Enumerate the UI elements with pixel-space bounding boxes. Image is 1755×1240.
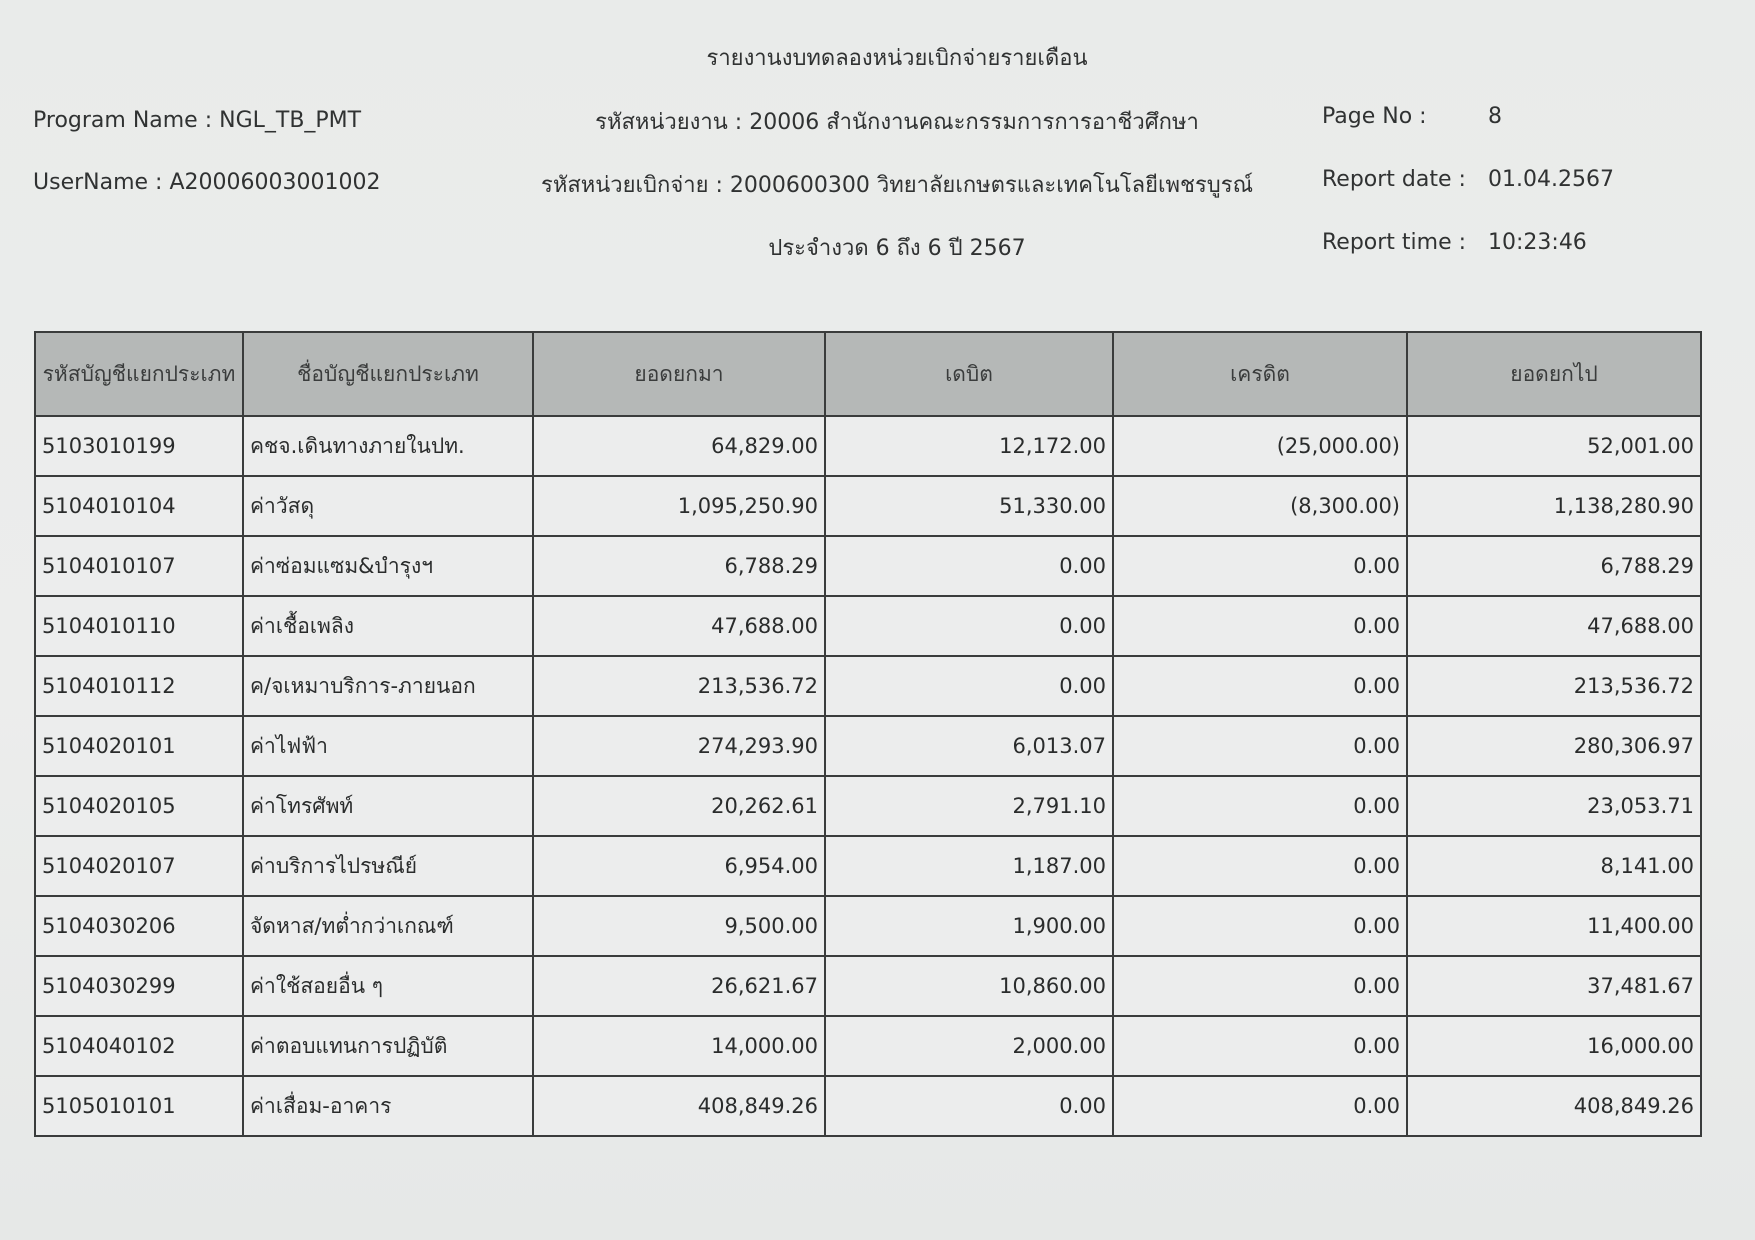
report-time-value: 10:23:46 (1488, 230, 1587, 255)
table-row (35, 776, 1701, 836)
opening-balance-cell: 47,688.00 (533, 596, 825, 656)
credit-cell: 0.00 (1113, 656, 1407, 716)
column-header-credit: เครดิต (1113, 332, 1407, 416)
closing-balance-cell: 6,788.29 (1407, 536, 1701, 596)
table-row (35, 836, 1701, 896)
credit-cell: 0.00 (1113, 716, 1407, 776)
closing-balance-cell: 52,001.00 (1407, 416, 1701, 476)
account-code-cell: 5104010112 (35, 656, 243, 716)
opening-balance-cell: 1,095,250.90 (533, 476, 825, 536)
column-header-account-code: รหัสบัญชีแยกประเภท (35, 332, 243, 416)
page-no-value: 8 (1488, 104, 1502, 129)
header-row (35, 332, 1701, 416)
closing-balance-cell: 408,849.26 (1407, 1076, 1701, 1136)
account-name-cell: จัดหาส/ทต่ำกว่าเกณฑ์ (243, 896, 533, 956)
column-header-account-name: ชื่อบัญชีแยกประเภท (243, 332, 533, 416)
report-time-label: Report time : (1322, 230, 1467, 255)
credit-cell: 0.00 (1113, 536, 1407, 596)
closing-balance-cell: 37,481.67 (1407, 956, 1701, 1016)
credit-cell: (8,300.00) (1113, 476, 1407, 536)
account-code-cell: 5104020101 (35, 716, 243, 776)
closing-balance-cell: 11,400.00 (1407, 896, 1701, 956)
account-code-cell: 5103010199 (35, 416, 243, 476)
closing-balance-cell: 16,000.00 (1407, 1016, 1701, 1076)
account-name-cell: ค/จเหมาบริการ-ภายนอก (243, 656, 533, 716)
account-code-cell: 5104010110 (35, 596, 243, 656)
account-code-cell: 5104010104 (35, 476, 243, 536)
account-name-cell: คชจ.เดินทางภายในปท. (243, 416, 533, 476)
account-name-cell: ค่าวัสดุ (243, 476, 533, 536)
credit-cell: 0.00 (1113, 776, 1407, 836)
credit-cell: 0.00 (1113, 956, 1407, 1016)
table-row (35, 716, 1701, 776)
credit-cell: 0.00 (1113, 1076, 1407, 1136)
table-row (35, 536, 1701, 596)
opening-balance-cell: 26,621.67 (533, 956, 825, 1016)
closing-balance-cell: 1,138,280.90 (1407, 476, 1701, 536)
column-header-closing-balance: ยอดยกไป (1407, 332, 1701, 416)
report-date-label: Report date : (1322, 167, 1466, 192)
account-name-cell: ค่าโทรศัพท์ (243, 776, 533, 836)
table-row (35, 1076, 1701, 1136)
account-code-cell: 5104030206 (35, 896, 243, 956)
debit-cell: 1,187.00 (825, 836, 1113, 896)
account-name-cell: ค่าบริการไปรษณีย์ (243, 836, 533, 896)
opening-balance-cell: 20,262.61 (533, 776, 825, 836)
table-body (35, 416, 1701, 1136)
table-header (35, 332, 1701, 416)
credit-cell: 0.00 (1113, 596, 1407, 656)
table-row (35, 896, 1701, 956)
opening-balance-cell: 274,293.90 (533, 716, 825, 776)
debit-cell: 51,330.00 (825, 476, 1113, 536)
account-name-cell: ค่าใช้สอยอื่น ๆ (243, 956, 533, 1016)
debit-cell: 10,860.00 (825, 956, 1113, 1016)
credit-cell: 0.00 (1113, 896, 1407, 956)
opening-balance-cell: 9,500.00 (533, 896, 825, 956)
table-row (35, 596, 1701, 656)
account-code-cell: 5104030299 (35, 956, 243, 1016)
account-name-cell: ค่าเชื้อเพลิง (243, 596, 533, 656)
table-row (35, 656, 1701, 716)
debit-cell: 2,791.10 (825, 776, 1113, 836)
table-row (35, 416, 1701, 476)
account-name-cell: ค่าซ่อมแซม&บำรุงฯ (243, 536, 533, 596)
trial-balance-table (34, 331, 1702, 1137)
table-row (35, 956, 1701, 1016)
table-row (35, 476, 1701, 536)
username: UserName : A20006003001002 (33, 170, 381, 195)
program-name: Program Name : NGL_TB_PMT (33, 108, 362, 133)
closing-balance-cell: 23,053.71 (1407, 776, 1701, 836)
report-date-value: 01.04.2567 (1488, 167, 1614, 192)
credit-cell: 0.00 (1113, 836, 1407, 896)
account-code-cell: 5104020107 (35, 836, 243, 896)
account-code-cell: 5105010101 (35, 1076, 243, 1136)
opening-balance-cell: 408,849.26 (533, 1076, 825, 1136)
account-name-cell: ค่าไฟฟ้า (243, 716, 533, 776)
opening-balance-cell: 213,536.72 (533, 656, 825, 716)
page-no-label: Page No : (1322, 104, 1427, 129)
account-code-cell: 5104020105 (35, 776, 243, 836)
agency-code-line: รหัสหน่วยงาน : 20006 สำนักงานคณะกรรมการการอาชีวศึกษา (595, 110, 1199, 135)
debit-cell: 0.00 (825, 536, 1113, 596)
account-name-cell: ค่าตอบแทนการปฏิบัติ (243, 1016, 533, 1076)
debit-cell: 12,172.00 (825, 416, 1113, 476)
closing-balance-cell: 47,688.00 (1407, 596, 1701, 656)
disbursing-unit-line: รหัสหน่วยเบิกจ่าย : 2000600300 วิทยาลัยเกษตรและเทคโนโลยีเพชรบูรณ์ (541, 173, 1253, 198)
credit-cell: (25,000.00) (1113, 416, 1407, 476)
period-line: ประจำงวด 6 ถึง 6 ปี 2567 (768, 236, 1026, 261)
opening-balance-cell: 14,000.00 (533, 1016, 825, 1076)
opening-balance-cell: 64,829.00 (533, 416, 825, 476)
opening-balance-cell: 6,788.29 (533, 536, 825, 596)
debit-cell: 0.00 (825, 656, 1113, 716)
account-code-cell: 5104010107 (35, 536, 243, 596)
column-header-debit: เดบิต (825, 332, 1113, 416)
report-title: รายงานงบทดลองหน่วยเบิกจ่ายรายเดือน (706, 46, 1088, 71)
credit-cell: 0.00 (1113, 1016, 1407, 1076)
opening-balance-cell: 6,954.00 (533, 836, 825, 896)
debit-cell: 0.00 (825, 1076, 1113, 1136)
closing-balance-cell: 8,141.00 (1407, 836, 1701, 896)
account-name-cell: ค่าเสื่อม-อาคาร (243, 1076, 533, 1136)
account-code-cell: 5104040102 (35, 1016, 243, 1076)
table-row (35, 1016, 1701, 1076)
column-header-opening-balance: ยอดยกมา (533, 332, 825, 416)
debit-cell: 1,900.00 (825, 896, 1113, 956)
closing-balance-cell: 213,536.72 (1407, 656, 1701, 716)
debit-cell: 2,000.00 (825, 1016, 1113, 1076)
debit-cell: 0.00 (825, 596, 1113, 656)
closing-balance-cell: 280,306.97 (1407, 716, 1701, 776)
debit-cell: 6,013.07 (825, 716, 1113, 776)
